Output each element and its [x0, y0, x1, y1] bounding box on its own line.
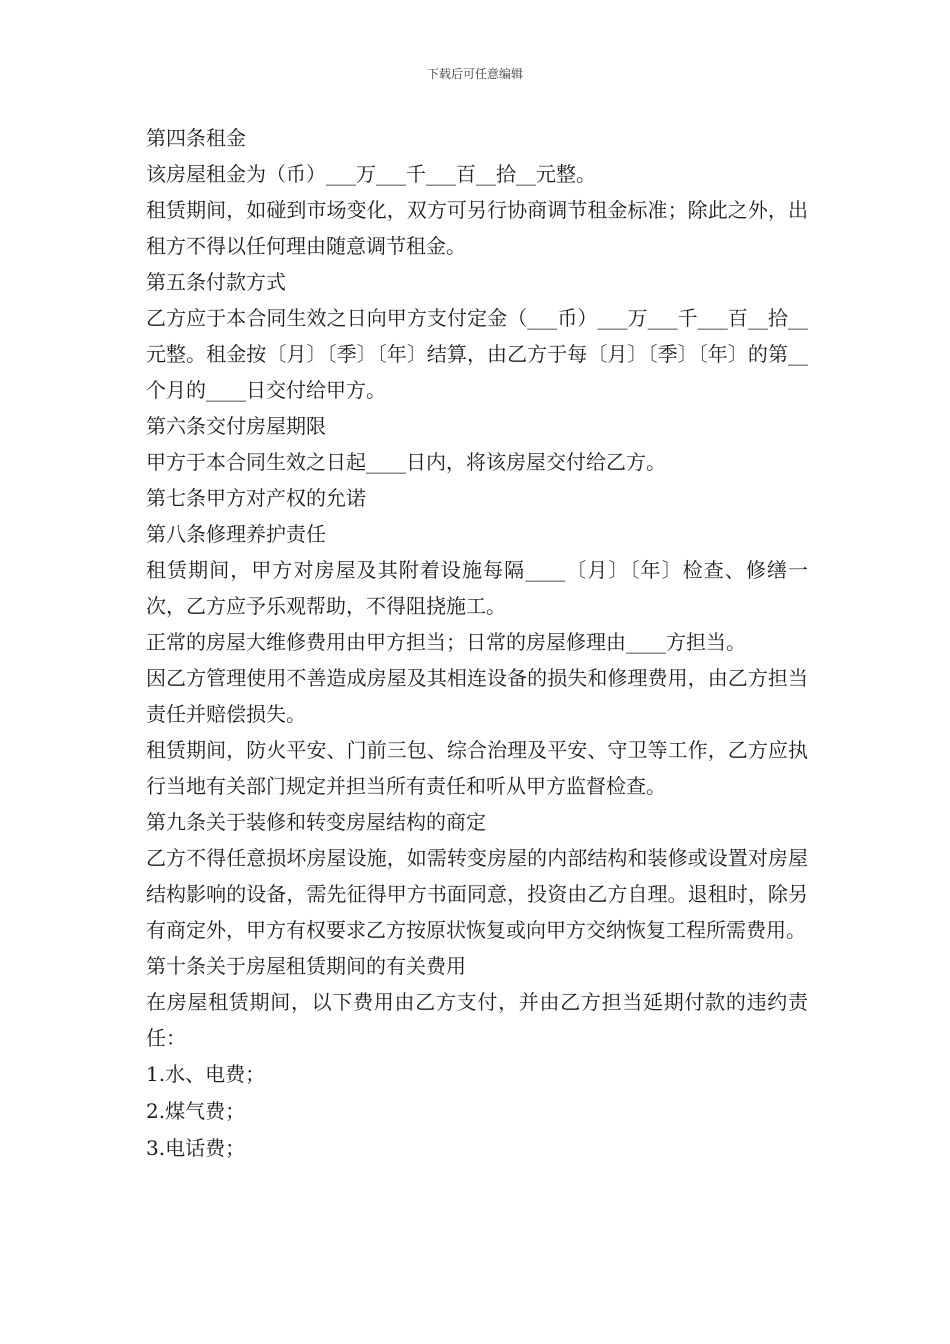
document-body — [146, 120, 808, 1167]
section-heading: 第七条甲方对产权的允诺 — [146, 486, 366, 510]
paragraph: 租赁期间，如碰到市场变化，双方可另行协商调节租金标准；除此之外，出租方不得以任何理由随意调节租金。 — [146, 198, 808, 258]
section-heading: 第五条付款方式 — [146, 270, 286, 294]
paragraph: 甲方于本合同生效之日起____日内，将该房屋交付给乙方。 — [146, 450, 666, 474]
paragraph: 乙方应于本合同生效之日向甲方支付定金（___币）___万___千___百__拾__元整。租金按〔月〕〔季〕〔年〕结算，由乙方于每〔月〕〔季〕〔年〕的第__个月的____日交付给甲方。 — [146, 306, 808, 402]
section-heading: 第十条关于房屋租赁期间的有关费用 — [146, 954, 466, 978]
list-item: 2.煤气费； — [146, 1099, 246, 1123]
section-heading: 第六条交付房屋期限 — [146, 414, 326, 438]
list-item: 3.电话费； — [146, 1136, 246, 1160]
section-heading: 第四条租金 — [146, 126, 246, 150]
list-item: 1.水、电费； — [146, 1062, 266, 1086]
paragraph: 在房屋租赁期间，以下费用由乙方支付，并由乙方担当延期付款的违约责任： — [146, 990, 808, 1050]
paragraph: 租赁期间，甲方对房屋及其附着设施每隔____〔月〕〔年〕检查、修缮一次，乙方应予乐观帮助，不得阻挠施工。 — [146, 558, 808, 618]
section-heading: 第九条关于装修和转变房屋结构的商定 — [146, 810, 486, 834]
page-header-note: 下载后可任意编辑 — [426, 67, 523, 81]
section-heading: 第八条修理养护责任 — [146, 522, 326, 546]
paragraph: 乙方不得任意损坏房屋设施，如需转变房屋的内部结构和装修或设置对房屋结构影响的设备，需先征得甲方书面同意，投资由乙方自理。退租时，除另有商定外，甲方有权要求乙方按原状恢复或向甲方交纳恢复工程所需费用。 — [146, 846, 808, 942]
paragraph: 租赁期间，防火平安、门前三包、综合治理及平安、守卫等工作，乙方应执行当地有关部门规定并担当所有责任和听从甲方监督检查。 — [146, 738, 808, 798]
paragraph: 因乙方管理使用不善造成房屋及其相连设备的损失和修理费用，由乙方担当责任并赔偿损失。 — [146, 666, 808, 726]
paragraph: 正常的房屋大维修费用由甲方担当；日常的房屋修理由____方担当。 — [146, 630, 746, 654]
paragraph: 该房屋租金为（币）___万___千___百__拾__元整。 — [146, 162, 596, 186]
